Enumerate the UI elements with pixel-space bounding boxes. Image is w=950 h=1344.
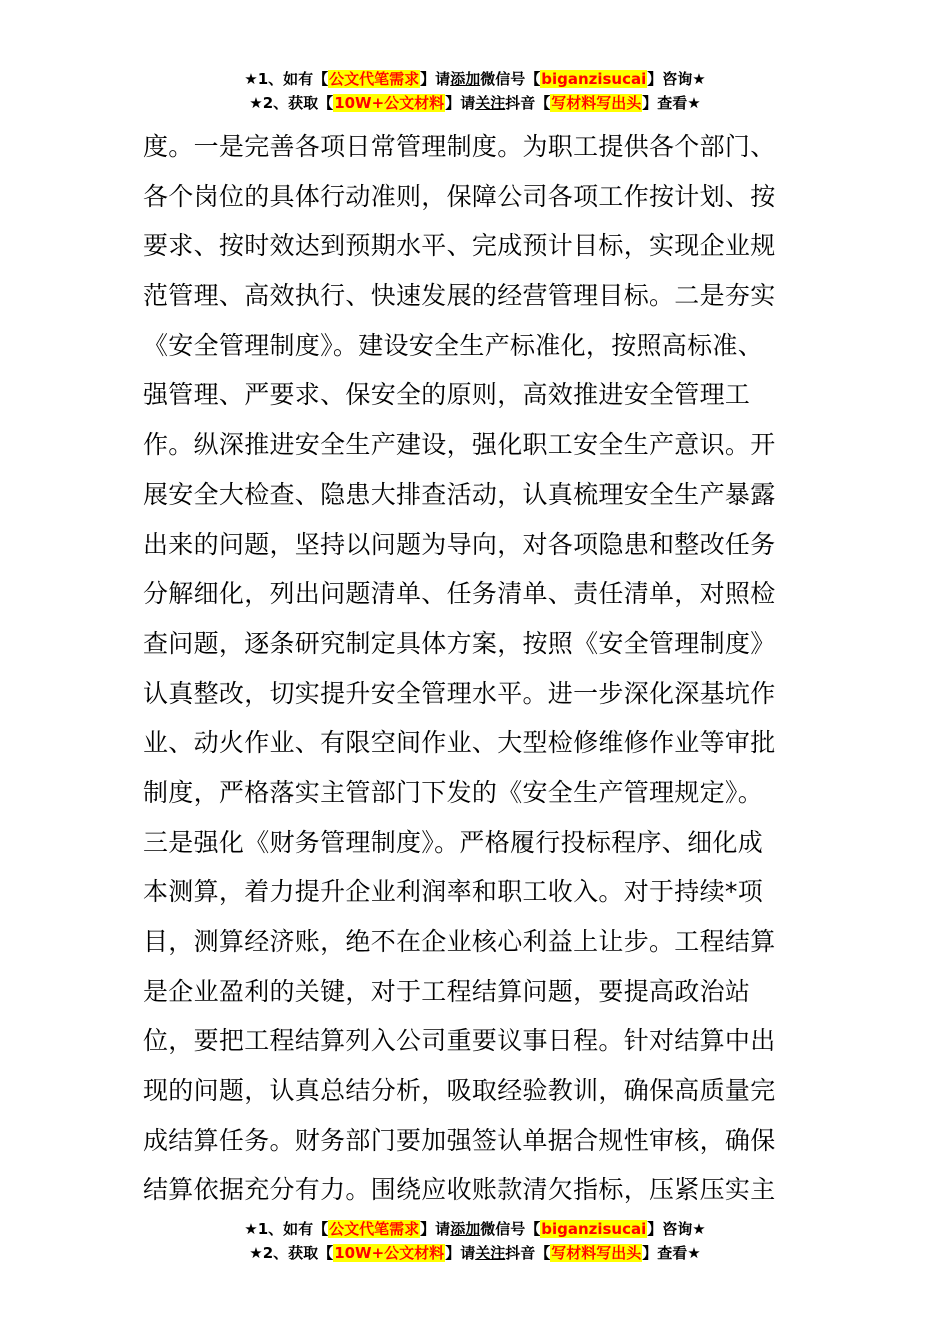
body-line: 范管理、高效执行、快速发展的经营管理目标。二是夯实 (143, 281, 776, 311)
body-line: 展安全大检查、隐患大排查活动，认真梳理安全生产暴露 (143, 479, 776, 509)
banner-underlined: 添加 (450, 70, 481, 88)
body-line: 查问题，逐条研究制定具体方案，按照《安全管理制度》 (143, 628, 776, 658)
banner-text: 】查看★ (642, 94, 701, 112)
body-line: 要求、按时效达到预期水平、完成预计目标，实现企业规 (143, 231, 776, 261)
banner-text: 】请 (445, 94, 476, 112)
banner-text: 】请 (420, 70, 451, 88)
body-line: 各个岗位的具体行动准则，保障公司各项工作按计划、按 (143, 181, 776, 211)
banner-highlight: 公文代笔需求 (329, 70, 420, 88)
body-line: 强管理、严要求、保安全的原则，高效推进安全管理工 (143, 380, 751, 410)
document-body (143, 122, 823, 1215)
banner-text: ★1、如有【 (244, 1220, 329, 1238)
banner-line-1 (0, 1217, 950, 1241)
banner-highlight: biganzisucai (541, 1220, 647, 1238)
banner-text: 】请 (445, 1244, 476, 1262)
banner-text: ★1、如有【 (244, 70, 329, 88)
body-line: 作。纵深推进安全生产建设，强化职工安全生产意识。开 (143, 430, 776, 460)
body-line: 位，要把工程结算列入公司重要议事日程。针对结算中出 (143, 1026, 776, 1056)
banner-text: 】咨询★ (647, 1220, 706, 1238)
banner-underlined: 关注 (475, 94, 506, 112)
banner-highlight: 10W+公文材料 (334, 94, 445, 112)
banner-underlined: 添加 (450, 1220, 481, 1238)
body-line: 制度，严格落实主管部门下发的《安全生产管理规定》。 (143, 777, 764, 807)
banner-text: 】咨询★ (647, 70, 706, 88)
body-line: 成结算任务。财务部门要加强签认单据合规性审核，确保 (143, 1125, 776, 1155)
banner-line-1 (0, 67, 950, 91)
body-line: 本测算，着力提升企业利润率和职工收入。对于持续*项 (143, 877, 764, 907)
banner-highlight: 公文代笔需求 (329, 1220, 420, 1238)
banner-text: ★2、获取【 (249, 1244, 334, 1262)
banner-highlight: 写材料写出头 (551, 94, 642, 112)
banner-text: 抖音【 (505, 1244, 551, 1262)
banner-text: 】查看★ (642, 1244, 701, 1262)
body-line: 是企业盈利的关键，对于工程结算问题，要提高政治站 (143, 976, 751, 1006)
body-line: 认真整改，切实提升安全管理水平。进一步深化深基坑作 (143, 678, 776, 708)
body-line: 目，测算经济账，绝不在企业核心利益上让步。工程结算 (143, 927, 776, 956)
banner-highlight: biganzisucai (541, 70, 647, 88)
body-line: 结算依据充分有力。围绕应收账款清欠指标，压紧压实主 (143, 1175, 776, 1205)
body-line: 出来的问题，坚持以问题为导向，对各项隐患和整改任务 (143, 529, 776, 559)
banner-text: 抖音【 (505, 94, 551, 112)
banner-highlight: 写材料写出头 (551, 1244, 642, 1262)
banner-text: 微信号【 (480, 70, 541, 88)
banner-text: ★2、获取【 (249, 94, 334, 112)
banner-highlight: 10W+公文材料 (334, 1244, 445, 1262)
banner-text: 】请 (420, 1220, 451, 1238)
banner-text: 微信号【 (480, 1220, 541, 1238)
banner-line-2 (0, 1241, 950, 1265)
body-line: 三是强化《财务管理制度》。严格履行投标程序、细化成 (143, 827, 764, 857)
body-line: 业、动火作业、有限空间作业、大型检修维修作业等审批 (143, 728, 776, 758)
banner-line-2 (0, 91, 950, 115)
banner-underlined: 关注 (475, 1244, 506, 1262)
body-line: 现的问题，认真总结分析，吸取经验教训，确保高质量完 (143, 1076, 776, 1106)
body-line: 度。一是完善各项日常管理制度。为职工提供各个部门、 (143, 132, 776, 161)
header-banner (0, 67, 950, 115)
body-line: 分解细化，列出问题清单、任务清单、责任清单，对照检 (143, 579, 776, 609)
body-line: 《安全管理制度》。建设安全生产标准化，按照高标准、 (143, 330, 764, 360)
footer-banner (0, 1217, 950, 1265)
